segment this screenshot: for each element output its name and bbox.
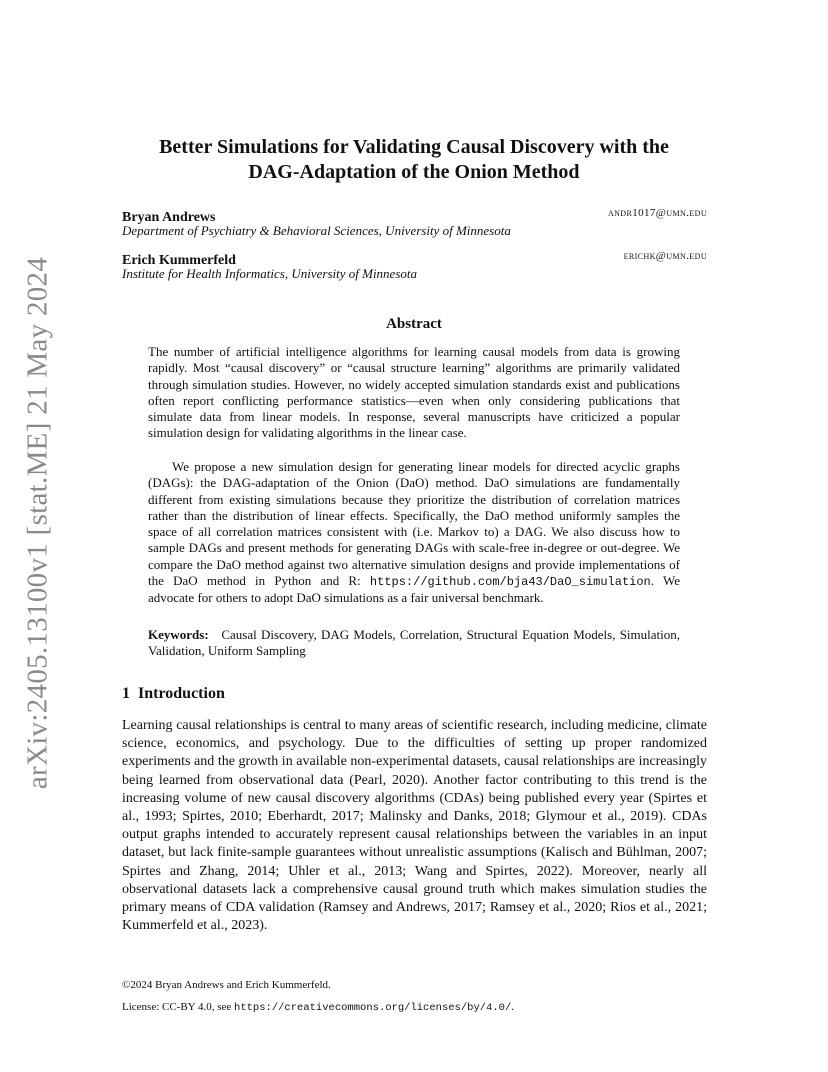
abstract-heading: Abstract <box>386 316 442 332</box>
abstract-paragraph-1: The number of artificial intelligence algorithms for learning causal models from data is growing rapidly. Most “causal discovery” or “causal structure learning” algorithms are primarily validated through simulation studies. However, no widely accepted simulation standards exist and publications often report conflicting performance statistics—even when only considering publications that simulate data from linear models. In response, several manuscripts have criticized a popular simulation design for validating algorithms in the linear case. <box>148 344 680 441</box>
keywords-list: Causal Discovery, DAG Models, Correlation, Structural Equation Models, Simulation, Validation, Uniform Sampling <box>148 627 681 659</box>
keywords <box>148 627 680 660</box>
license-prefix: License: CC-BY 4.0, see <box>122 1001 235 1013</box>
author-2-affiliation: Institute for Health Informatics, University of Minnesota <box>122 266 417 281</box>
author-1-email[interactable]: andr1017@umn.edu <box>607 207 707 219</box>
section-title: Introduction <box>138 685 225 702</box>
title-line-2: DAG-Adaptation of the Onion Method <box>248 161 580 183</box>
arxiv-identifier <box>18 256 58 789</box>
abstract-paragraph-2 <box>148 459 680 607</box>
license-notice <box>122 1001 514 1014</box>
code-repository-link[interactable]: https://github.com/bja43/DaO_simulation <box>369 575 651 590</box>
section-number: 1 <box>122 685 130 702</box>
abstract-p2-text-b: . We advocate for others to adopt DaO simulations as a fair universal benchmark. <box>148 573 680 606</box>
author-2-email[interactable]: erichk@umn.edu <box>623 250 707 262</box>
paper-title <box>100 135 728 185</box>
section-heading-introduction <box>122 685 225 703</box>
arxiv-identifier-text: arXiv:2405.13100v1 [stat.ME] 21 May 2024 <box>21 256 54 789</box>
abstract-p2-text-a: We propose a new simulation design for generating linear models for directed acyclic graphs (DAGs): the DAG-adaptation of the Onion (DaO) method. DaO simulations are fundamentally different from existing simulations because they prioritize the distribution of correlation matrices rather than the distribution of linear effects. Specifically, the DaO method uniformly samples the space of all correlation matrices consistent with (i.e. Markov to) a DAG. We also discuss how to sample DAGs and present methods for generating DAGs with scale-free in-degree or out-degree. We compare the DaO method against two alternative simulation designs and provide implementations of the DaO method in Python and R: <box>148 459 680 589</box>
license-link[interactable]: https://creativecommons.org/licenses/by/4.0/ <box>234 1002 512 1014</box>
author-1-affiliation: Department of Psychiatry & Behavioral Sciences, University of Minnesota <box>122 223 511 238</box>
author-2-name: Erich Kummerfeld <box>122 253 236 268</box>
license-suffix: . <box>511 1001 515 1013</box>
title-line-1: Better Simulations for Validating Causal Discovery with the <box>159 136 669 158</box>
keywords-label: Keywords: <box>148 627 209 642</box>
author-1-name: Bryan Andrews <box>122 210 216 225</box>
introduction-paragraph: Learning causal relationships is central to many areas of scientific research, including medicine, climate science, economics, and psychology. Due to the difficulties of setting up proper randomized experiments and the growth in available non-experimental datasets, causal relationships are increasingly being learned from observational data (Pearl, 2020). Another factor contributing to this trend is the increasing volume of new causal discovery algorithms (CDAs) being published every year (Spirtes et al., 1993; Spirtes, 2010; Eberhardt, 2017; Malinsky and Danks, 2018; Glymour et al., 2019). CDAs output graphs intended to accurately represent causal relationships between the variables in an input dataset, but lack finite-sample guarantees without unrealistic assumptions (Kalisch and Bühlman, 2007; Spirtes and Zhang, 2014; Uhler et al., 2013; Wang and Spirtes, 2022). Moreover, nearly all observational datasets lack a comprehensive causal ground truth which makes simulation studies the primary means of CDA validation (Ramsey and Andrews, 2017; Ramsey et al., 2020; Rios et al., 2021; Kummerfeld et al., 2023). <box>122 718 707 934</box>
copyright-notice: ©2024 Bryan Andrews and Erich Kummerfeld. <box>122 979 331 991</box>
